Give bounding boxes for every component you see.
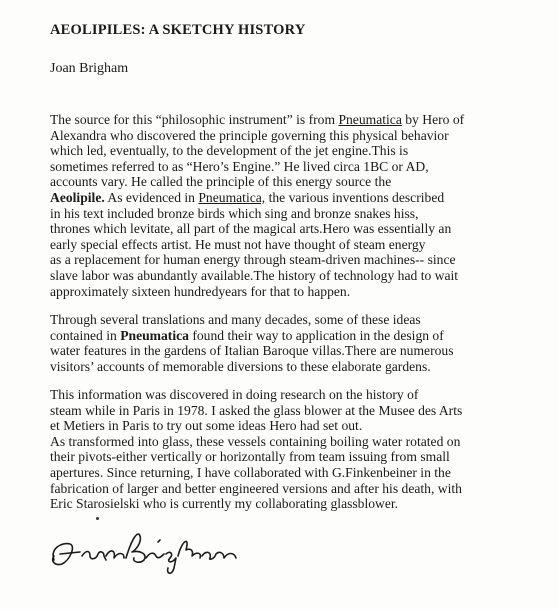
text-line: in his text included bronze birds which sing and bronze snakes hiss, xyxy=(50,205,419,221)
author-name: Joan Brigham xyxy=(50,61,129,76)
text-line: This information was discovered in doing research on the history of xyxy=(50,387,419,402)
text-line: et Metiers in Paris to try out some ideas Hero had set out. xyxy=(50,418,363,434)
text-line: Through several translations and many decades, some of these ideas xyxy=(50,312,421,327)
paragraph-research xyxy=(50,387,462,512)
text-line: steam while in Paris in 1978. I asked the glass blower at the Musee des Arts xyxy=(50,402,463,418)
text-line: apertures. Since returning, I have collaborated with G.Finkenbeiner in the xyxy=(50,464,451,480)
text-line: fabrication of larger and better engineered versions and after his death, with xyxy=(50,480,462,496)
paragraph-source xyxy=(50,112,464,299)
text-line: visitors’ accounts of memorable diversions to these elaborate gardens. xyxy=(50,358,431,374)
text-line: approximately sixteen hundredyears for that to happen. xyxy=(50,283,351,299)
text-line: as a replacement for human energy through steam-driven machines-- since xyxy=(50,252,456,268)
text-line: sometimes referred to as “Hero’s Engine.” He lived circa 1BC or AD, xyxy=(50,158,429,174)
text-line: Aeolipile. As evidenced in Pneumatica, the various inventions described xyxy=(50,189,445,205)
text-line: their pivots-either vertically or horizontally from team issuing from small xyxy=(50,449,450,465)
text-line: contained in Pneumatica found their way to application in the design of xyxy=(50,327,444,343)
text-line: As transformed into glass, these vessels containing boiling water rotated on xyxy=(50,433,461,449)
text-line: thrones which levitate, all part of the magical arts.Hero was essentially an xyxy=(50,221,452,237)
text-line: accounts vary. He called the principle of this energy source the xyxy=(50,174,392,190)
underlined-title: Pneumatica xyxy=(338,112,402,127)
handwritten-signature xyxy=(40,520,290,580)
paragraph-translations xyxy=(50,312,454,374)
text-line: water features in the gardens of Italian Baroque villas.There are numerous xyxy=(50,343,454,359)
document-title: AEOLIPILES: A SKETCHY HISTORY xyxy=(50,22,306,38)
text-line: which led, eventually, to the development of the jet engine.This is xyxy=(50,143,409,159)
underlined-title: Pneumatica, xyxy=(198,189,266,205)
text-line: slave labor was abundantly available.The history of technology had to wait xyxy=(50,267,459,283)
bold-term: Pneumatica xyxy=(120,327,189,343)
text-line: Eric Starosielski who is currently my collaborating glassblower. xyxy=(50,496,399,512)
bold-term: Aeolipile. xyxy=(50,189,105,205)
text-line: The source for this “philosophic instrument” is from Pneumatica by Hero of xyxy=(50,112,465,127)
text-line: Alexandra who discovered the principle governing this physical behavior xyxy=(50,127,449,143)
text-line: early special effects artist. He must not have thought of steam energy xyxy=(50,236,426,252)
